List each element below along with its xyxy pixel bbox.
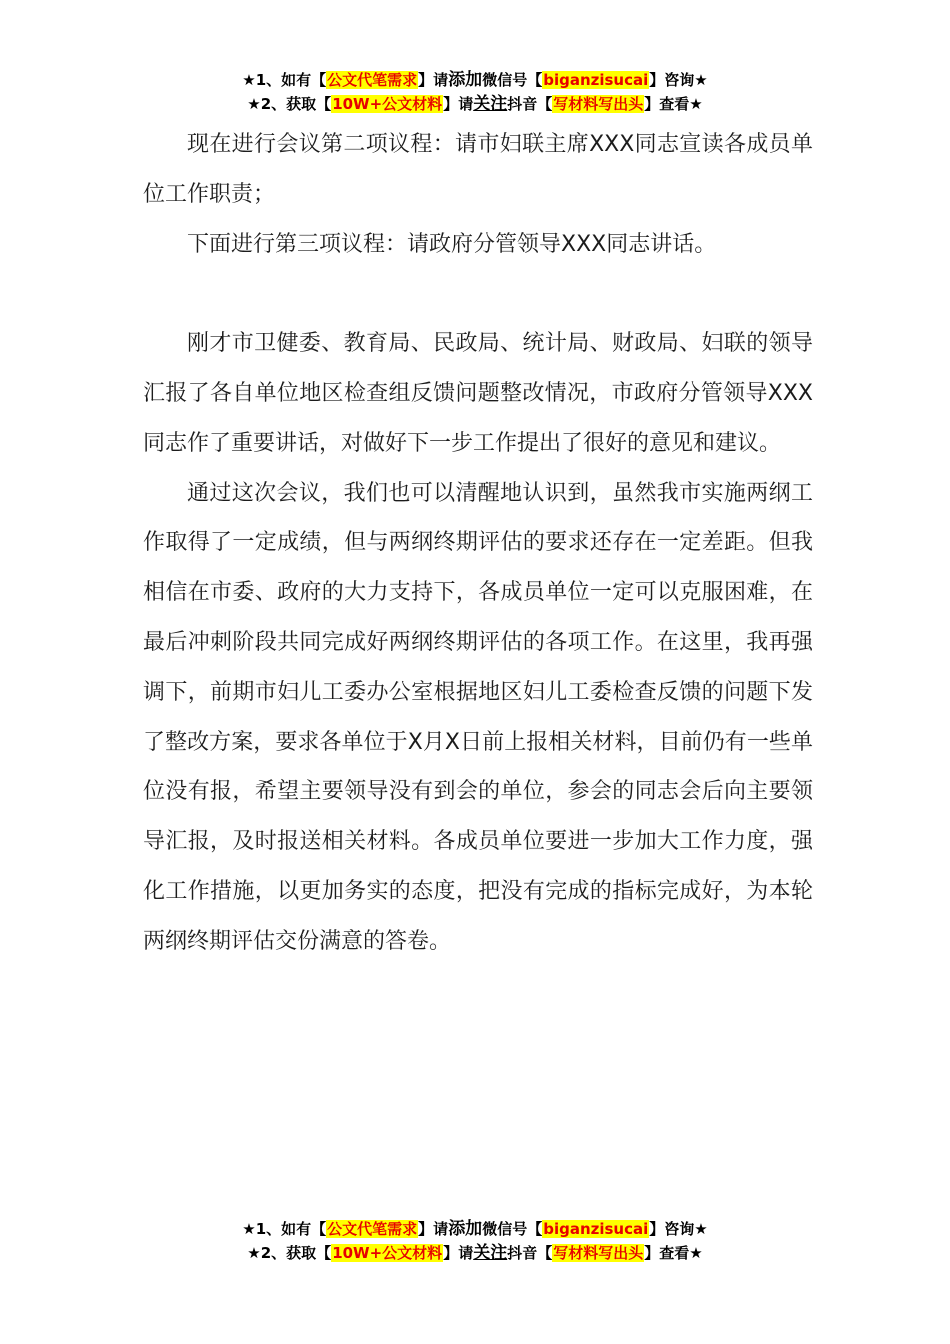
document-body <box>143 120 813 967</box>
materials-highlight: 10W+公文材料 <box>332 95 443 113</box>
wechat-id-highlight: biganzisucai <box>543 71 649 89</box>
blank-line <box>143 269 813 319</box>
paragraph-conclusion: 通过这次会议，我们也可以清醒地认识到，虽然我市实施两纲工作取得了一定成绩，但与两纲终期评估的要求还存在一定差距。但我相信在市委、政府的大力支持下，各成员单位一定可以克服困难，在最后冲刺阶段共同完成好两纲终期评估的各项工作。在这里，我再强调下，前期市妇儿工委办公室根据地区妇儿工委检查反馈的问题下发了整改方案，要求各单位于X月X日前上报相关材料，目前仍有一些单位没有报，希望主要领导没有到会的单位，参会的同志会后向主要领导汇报，及时报送相关材料。各成员单位要进一步加大工作力度，强化工作措施，以更加务实的态度，把没有完成的指标完成好，为本轮两纲终期评估交份满意的答卷。 <box>143 480 813 954</box>
wechat-id-highlight: biganzisucai <box>543 1220 649 1238</box>
footer-banner <box>0 1217 950 1265</box>
paragraph-agenda-2: 现在进行会议第二项议程：请市妇联主席XXX同志宣读各成员单位工作职责； <box>143 132 813 207</box>
header-banner-line-1: ★1、如有【公文代笔需求】请添加微信号【biganzisucai】咨询★ <box>242 70 708 90</box>
douyin-id-highlight: 写材料写出头 <box>553 95 644 113</box>
materials-highlight: 10W+公文材料 <box>332 1244 443 1262</box>
header-banner-line-2: ★2、获取【10W+公文材料】请关注抖音【写材料写出头】查看★ <box>247 94 703 114</box>
header-banner <box>0 68 950 116</box>
footer-banner-line-1: ★1、如有【公文代笔需求】请添加微信号【biganzisucai】咨询★ <box>242 1219 708 1239</box>
paragraph-summary: 刚才市卫健委、教育局、民政局、统计局、财政局、妇联的领导汇报了各自单位地区检查组反馈问题整改情况，市政府分管领导XXX同志作了重要讲话，对做好下一步工作提出了很好的意见和建议。 <box>143 331 813 456</box>
service-highlight: 公文代笔需求 <box>327 1220 418 1238</box>
footer-banner-line-2: ★2、获取【10W+公文材料】请关注抖音【写材料写出头】查看★ <box>247 1243 703 1263</box>
service-highlight: 公文代笔需求 <box>327 71 418 89</box>
douyin-id-highlight: 写材料写出头 <box>553 1244 644 1262</box>
paragraph-agenda-3: 下面进行第三项议程：请政府分管领导XXX同志讲话。 <box>187 231 717 257</box>
